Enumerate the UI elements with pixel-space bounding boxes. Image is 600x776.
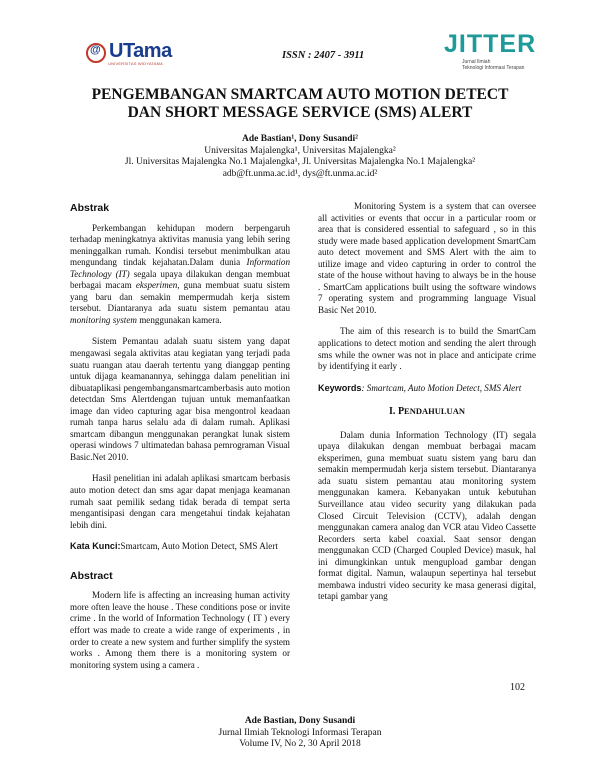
abstract-paragraph-1: Modern life is affecting an increasing human activity more often leave the house . These conditions pose or invite crime . In the world of Information Technology ( IT ) every effort was made to create a wide range of experiments , in order to create a new system and further simplify the system works . Among them there is a monitoring system or monitoring system using a camera . (70, 590, 290, 670)
page-footer (40, 716, 560, 751)
abstract-paragraph-2: Monitoring System is a system that can oversee all activities or events that occur in a particular room or area that is considered essential to safeguard , so in this study were made based application development SmartCam auto detect movement and SMS Alert with the aim to utilize image and video capturing in order to control the state of the house without having to always be in the house . SmartCam applications built using the software windows 7 operating system and programming language Visual Basic Net 2010. (318, 201, 536, 315)
author-names: Ade Bastian¹, Dony Susandi² (241, 134, 359, 144)
page-number: 102 (510, 682, 525, 693)
section-heading: I. PENDAHULUAN (389, 406, 465, 418)
publisher-logo (86, 40, 186, 67)
author-emails: adb@ft.unma.ac.id¹, dys@ft.unma.ac.id² (222, 168, 378, 179)
right-column (318, 195, 536, 603)
abstract-keywords (318, 383, 536, 395)
abstract-keywords-text: : Smartcam, Auto Motion Detect, SMS Alert (361, 382, 522, 393)
publisher-logo-subtitle: UNIVERSITAS WIDYATAMA (108, 61, 164, 67)
journal-logo-line2: Teknologi Informasi Terapan (462, 65, 525, 71)
abstrak-paragraph-2: Sistem Pemantau adalah suatu sistem yang dapat mengawasi segala aktivitas atau kegiatan yang terjadi pada suatu ruangan atau daerah tertentu yang dianggap penting untuk dijaga keamanannya, sehingga dalam penelitian ini dibuataplikasi pengembangansmartcamberbasis auto motion detectdan Sms Alertdengan tujuan untuk memanfaatkan image dan video capturing agar bisa mengontrol keadaan rumah tanpa harus selalu ada di dalam rumah. Aplikasi smartcam dibangun menggunakan perangkat lunak sistem operasi windows 7 ultimatedan bahasa pemrograman Visual Basic.Net 2010. (70, 336, 290, 462)
abstrak-keywords-text: Smartcam, Auto Motion Detect, SMS Alert (120, 541, 278, 552)
paper-title-line2: DAN SHORT MESSAGE SERVICE (SMS) ALERT (127, 104, 473, 121)
abstract-keywords-label: Keywords (318, 382, 362, 393)
footer-volume: Volume IV, No 2, 30 April 2018 (239, 739, 361, 749)
abstrak-paragraph-1: Perkembangan kehidupan modern berpengaruh terhadap meningkatnya aktivitas manusia yang lebih sering meninggalkan rumah. Kondisi tersebut menimbulkan atau mengundang tindak kejahatan.Dalam dunia Information Technology (IT) segala upaya dilakukan dengan membuat berbagai macam eksperimen, guna membuat suatu sistem yang baru dan semakin mempermudah kerja sistem tersebut. Diantaranya ada suatu sistem pemantau atau monitoring system menggunakan kamera. (70, 222, 290, 325)
pendahuluan-paragraph-1: Dalam dunia Information Technology (IT) segala upaya dilakukan dengan membuat berbagai macam eksperimen, guna membuat suatu sistem yang baru dan semakin mempermudah kerja sistem tersebut. Diantaranya ada suatu sistem pemantau atau monitoring system menggunakan kamera. Kebanyakan untuk kebutuhan Surveillance atau video security yang dilakukan pada Closed Circuit Television (CCTV), adalah dengan menggunakan camera analog dan VCR atau Video Cassette Recorders serta kabel coaxial. Saat sensor dengan menggunakan CCD (Charged Coupled Device) masuk, hal ini dimungkinkan untuk mengupload gambar dengan format digital. Namun, walaupun sepertinya hal tersebut membawa industri video security ke masa generasi digital, tetapi gambar yang (318, 429, 536, 602)
publisher-logo-text: UTama (109, 40, 172, 62)
author-block (40, 134, 560, 180)
left-column (70, 195, 290, 671)
journal-logo-line1: Jurnal Ilmiah (462, 59, 491, 65)
journal-logo (444, 30, 537, 76)
journal-logo-text: JITTER (444, 30, 537, 58)
abstrak-keywords-label: Kata Kunci: (70, 541, 121, 552)
abstract-paragraph-3: The aim of this research is to build the SmartCam applications to detect motion and sending the alert through sms while the owner was not in place and anticipate crime by identifying it early . (318, 326, 536, 372)
footer-authors: Ade Bastian, Dony Susandi (244, 716, 356, 726)
issn: ISSN : 2407 - 3911 (282, 50, 365, 61)
paper-title-line1: PENGEMBANGAN SMARTCAM AUTO MOTION DETECT (91, 86, 509, 103)
abstrak-keywords (70, 541, 290, 553)
publisher-logo-icon (86, 43, 106, 63)
paper-title (40, 86, 560, 122)
author-affiliation: Universitas Majalengka¹, Universitas Majalengka² (204, 145, 396, 156)
abstract-heading: Abstract (70, 569, 113, 582)
abstrak-paragraph-3: Hasil penelitian ini adalah aplikasi smartcam berbasis auto motion detect dan sms agar dapat menjaga keamanan rumah saat pemilik sedang tidak berada di tempat serta mengantisipasi dengan cara mengetahui tindak kejahatan lebih dini. (70, 473, 290, 530)
footer-journal: Jurnal Ilmiah Teknologi Informasi Terapan (218, 727, 382, 738)
author-address: Jl. Universitas Majalengka No.1 Majalengka¹, Jl. Universitas Majalengka No.1 Majalengka² (124, 157, 476, 167)
abstrak-heading: Abstrak (70, 202, 110, 214)
